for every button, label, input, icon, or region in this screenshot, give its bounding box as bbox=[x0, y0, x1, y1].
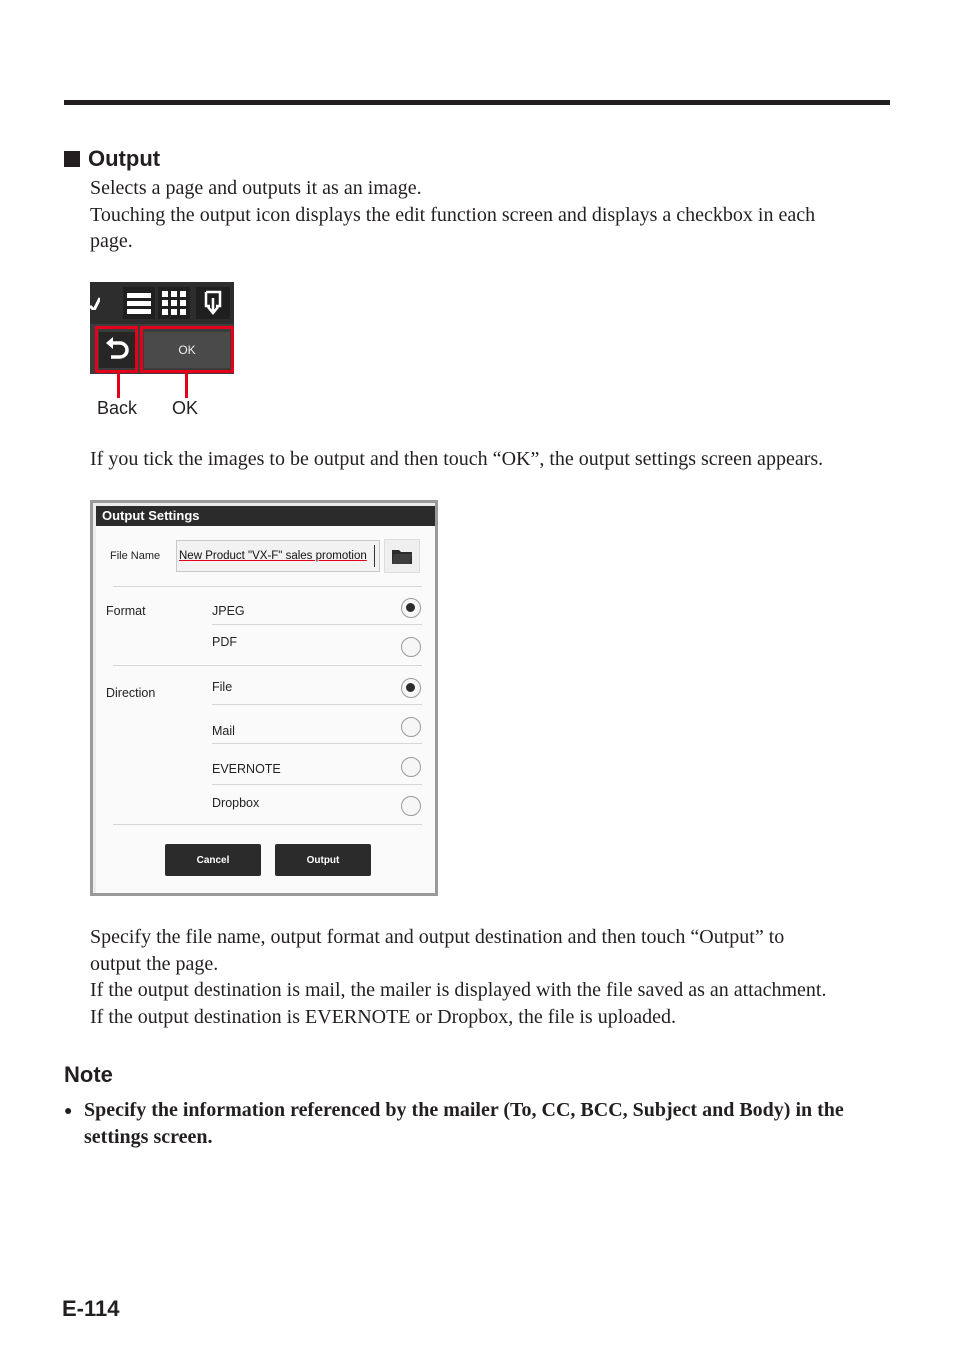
output-icon bbox=[202, 290, 224, 316]
intro-line: Selects a page and outputs it as an image. bbox=[90, 177, 422, 199]
note-text: Specify the information referenced by the mailer (To, CC, BCC, Subject and Body) in the settings screen. bbox=[84, 1099, 844, 1148]
direction-label: Direction bbox=[106, 686, 156, 700]
file-name-input[interactable] bbox=[176, 540, 380, 572]
toolbar-top-row bbox=[90, 282, 234, 324]
dialog-title: Output Settings bbox=[96, 506, 435, 526]
header-rule bbox=[64, 100, 890, 105]
ok-highlight-box bbox=[140, 326, 234, 373]
direction-radio-file[interactable] bbox=[401, 678, 421, 698]
intro-line: page. bbox=[90, 230, 133, 252]
direction-option-mail[interactable]: Mail bbox=[212, 724, 235, 738]
output-settings-output-button[interactable]: Output bbox=[275, 844, 371, 876]
check-icon bbox=[90, 294, 100, 310]
note-heading: Note bbox=[64, 1062, 113, 1087]
section-title: Output bbox=[88, 146, 161, 171]
divider bbox=[212, 743, 422, 744]
ok-callout-label: OK bbox=[172, 398, 199, 418]
file-name-label: File Name bbox=[110, 550, 161, 562]
direction-option-dropbox[interactable]: Dropbox bbox=[212, 796, 260, 810]
body-line: If the output destination is mail, the mailer is displayed with the file saved as an attachment. bbox=[90, 979, 827, 1001]
grid-view-button[interactable] bbox=[158, 287, 190, 319]
intro-line: Touching the output icon displays the edit function screen and displays a checkbox in each bbox=[90, 203, 816, 226]
divider bbox=[212, 704, 422, 705]
file-name-value: New Product "VX-F" sales promotion bbox=[179, 550, 367, 562]
body-line: If the output destination is EVERNOTE or Dropbox, the file is uploaded. bbox=[90, 1005, 677, 1028]
browse-folder-button[interactable] bbox=[384, 539, 420, 573]
divider bbox=[113, 665, 422, 666]
format-label: Format bbox=[106, 604, 146, 618]
format-option-pdf[interactable]: PDF bbox=[212, 635, 237, 649]
section-heading bbox=[64, 146, 160, 172]
format-option-jpeg[interactable]: JPEG bbox=[212, 604, 245, 618]
direction-radio-evernote[interactable] bbox=[401, 757, 421, 777]
format-radio-pdf[interactable] bbox=[401, 637, 421, 657]
after-dialog-paragraph bbox=[90, 924, 890, 1030]
direction-radio-mail[interactable] bbox=[401, 717, 421, 737]
ok-button[interactable]: OK bbox=[144, 332, 230, 368]
output-button[interactable] bbox=[196, 287, 230, 319]
divider bbox=[113, 586, 422, 587]
square-bullet-icon bbox=[64, 151, 80, 167]
cancel-button[interactable]: Cancel bbox=[165, 844, 261, 876]
back-highlight-box bbox=[95, 326, 138, 373]
back-leader-line bbox=[117, 373, 120, 398]
direction-option-evernote[interactable]: EVERNOTE bbox=[212, 762, 281, 776]
page-number: E-114 bbox=[62, 1296, 120, 1321]
list-view-button[interactable] bbox=[123, 287, 155, 319]
divider bbox=[212, 784, 422, 785]
folder-icon bbox=[391, 547, 413, 565]
back-callout-label: Back bbox=[97, 398, 138, 418]
intro-paragraph bbox=[90, 175, 890, 255]
direction-option-file[interactable]: File bbox=[212, 680, 233, 694]
output-settings-dialog bbox=[90, 500, 438, 896]
body-line: output the page. bbox=[90, 952, 219, 975]
dialog-body bbox=[96, 526, 435, 893]
bullet-icon: ● bbox=[64, 1104, 73, 1119]
direction-radio-dropbox[interactable] bbox=[401, 796, 421, 816]
after-toolbar-paragraph: If you tick the images to be output and then touch “OK”, the output settings screen appears. bbox=[90, 448, 824, 470]
ok-leader-line bbox=[185, 373, 188, 398]
note-item bbox=[64, 1097, 894, 1150]
divider bbox=[113, 824, 422, 825]
format-radio-jpeg[interactable] bbox=[401, 598, 421, 618]
body-line: Specify the file name, output format and output destination and then touch “Output” to bbox=[90, 926, 785, 948]
list-view-icon bbox=[127, 292, 151, 314]
grid-view-icon bbox=[162, 291, 186, 315]
text-cursor bbox=[374, 545, 375, 567]
divider bbox=[212, 624, 422, 625]
